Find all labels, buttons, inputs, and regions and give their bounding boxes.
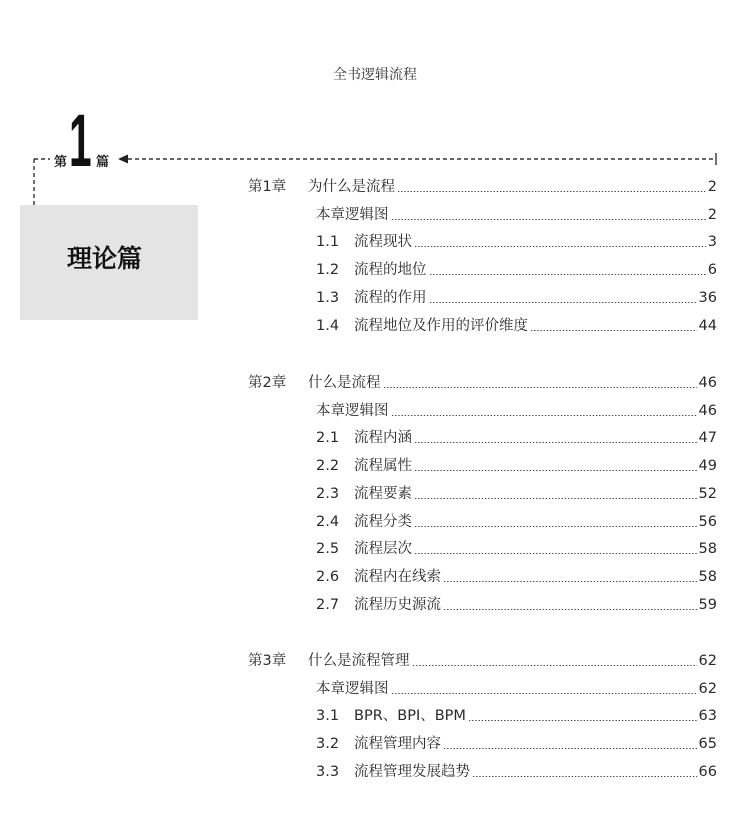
section-number: 2.1 [316,430,340,447]
dot-leader [429,302,697,303]
section-page: 65 [698,736,717,753]
chapter-title: 为什么是流程 [308,179,395,195]
section-number: 3.2 [316,736,340,753]
section-page: 63 [698,708,717,725]
section-number: 2.4 [316,513,340,530]
toc-entry-row [316,565,717,587]
toc-entry-row [316,677,717,699]
toc-entry-row [316,203,717,225]
section-title: 本章逻辑图 [316,680,389,697]
toc-entry-row [316,426,717,448]
section-page: 44 [698,317,717,334]
toc-chapter-row [248,649,717,671]
dot-leader [391,415,697,416]
section-title: 流程属性 [354,458,412,475]
dot-leader [383,387,697,388]
toc-entry-row [316,258,717,280]
section-number: 1.4 [316,317,340,334]
toc-entry-row [316,704,717,726]
section-title: 流程管理发展趋势 [354,763,470,780]
dot-leader [414,470,697,471]
toc-entry-row [316,454,717,476]
dot-leader [414,442,697,443]
chapter-title: 什么是流程 [308,375,381,391]
section-number: 2.5 [316,541,340,558]
section-page: 49 [698,458,717,475]
section-page: 58 [698,541,717,558]
section-title: 流程管理内容 [354,736,441,753]
toc-entry-row [316,593,717,615]
section-number: 2.3 [316,485,340,502]
section-number: 3.3 [316,763,340,780]
section-page: 66 [698,763,717,780]
chapter-title: 什么是流程管理 [308,653,410,669]
section-page: 46 [698,402,717,419]
section-number: 2.7 [316,596,340,613]
section-page: 3 [707,234,717,251]
section-number: 2.2 [316,458,340,475]
section-title: 流程地位及作用的评价维度 [354,317,528,334]
part-suffix: 篇 [96,155,110,170]
toc-entry-row [316,314,717,336]
section-title: 流程内涵 [354,430,412,447]
section-title: 流程现状 [354,234,412,251]
toc-entry-row [316,760,717,782]
section-page: 59 [698,596,717,613]
dot-leader [429,274,706,275]
dot-leader [472,776,697,777]
dot-leader [530,330,697,331]
section-page: 56 [698,513,717,530]
dot-leader [391,219,706,220]
section-title: 流程分类 [354,513,412,530]
section-title: 本章逻辑图 [316,402,389,419]
section-title: 本章逻辑图 [316,206,389,223]
toc-entry-row [316,510,717,532]
toc-entry-row [316,399,717,421]
section-number: 1.3 [316,289,340,306]
section-number: 1.1 [316,234,340,251]
section-title: 流程的作用 [354,289,427,306]
dot-leader [443,748,697,749]
section-page: 36 [698,289,717,306]
section-page: 2 [707,206,717,223]
chapter-page: 62 [698,653,717,669]
section-number: 1.2 [316,262,340,279]
part-prefix: 第 [54,155,68,170]
section-title: 流程内在线索 [354,568,441,585]
part-title: 理论篇 [67,244,143,273]
section-page: 47 [698,430,717,447]
dot-leader [391,693,697,694]
dot-leader [443,581,697,582]
dot-leader [412,665,697,666]
dot-leader [468,720,697,721]
toc-chapter-row [248,371,717,393]
toc-chapter-row [248,175,717,197]
section-title: 流程历史源流 [354,596,441,613]
part-number: 1 [69,99,92,182]
dot-leader [414,526,697,527]
section-title: BPR、BPI、BPM [354,708,466,725]
toc-entry-row [316,482,717,504]
section-title: 流程层次 [354,541,412,558]
section-page: 6 [707,262,717,279]
chapter-page: 2 [707,179,717,195]
section-number: 2.6 [316,568,340,585]
section-page: 58 [698,568,717,585]
dot-leader [397,191,706,192]
section-title: 流程要素 [354,485,412,502]
toc-entry-row [316,286,717,308]
chapter-number: 第2章 [248,375,287,391]
arrow-left-icon [118,155,128,164]
dot-leader [414,498,697,499]
section-title: 流程的地位 [354,262,427,279]
section-page: 62 [698,680,717,697]
section-number: 3.1 [316,708,340,725]
chapter-page: 46 [698,375,717,391]
toc-entry-row [316,537,717,559]
toc-entry-row [316,732,717,754]
chapter-number: 第3章 [248,653,287,669]
chapter-number: 第1章 [248,179,287,195]
dot-leader [414,553,697,554]
toc-entry-row [316,230,717,252]
section-page: 52 [698,485,717,502]
dot-leader [414,246,706,247]
dot-leader [443,609,697,610]
page-header: 全书逻辑流程 [333,67,417,83]
